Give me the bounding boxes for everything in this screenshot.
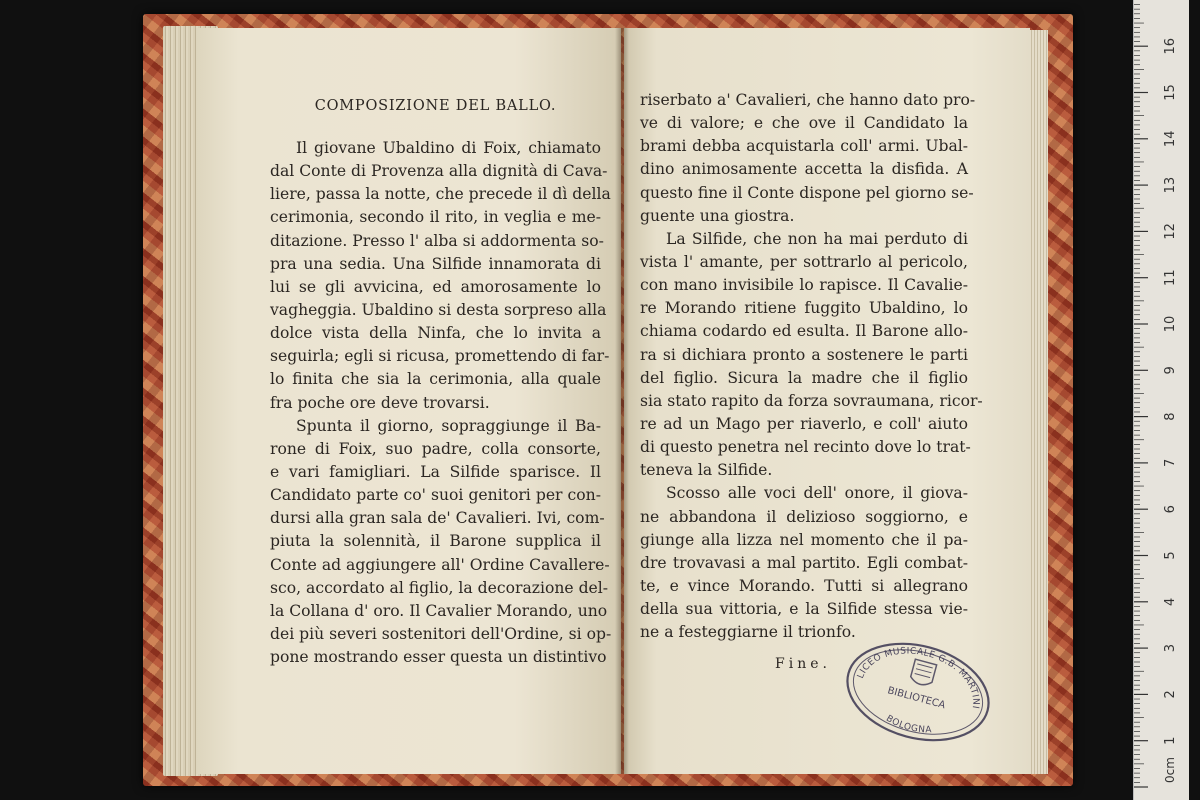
- ruler-number: 3: [1163, 643, 1178, 653]
- svg-text:BOLOGNA: [883, 713, 935, 739]
- text-line: ditazione. Presso l' alba si addormenta so-: [270, 231, 604, 250]
- text-line: giunge alla lizza nel momento che il pa-: [640, 530, 968, 549]
- text-line: chiama codardo ed esulta. Il Barone allo-: [640, 322, 968, 341]
- text-line: dursi alla gran sala de' Cavalieri. Ivi, com-: [270, 509, 605, 528]
- text-line: con mano invisibile lo rapisce. Il Cavalie-: [640, 276, 968, 295]
- text-line: pone mostrando esser questa un distintivo: [270, 648, 607, 667]
- text-line: Conte ad aggiungere all' Ordine Cavallere-: [270, 555, 610, 574]
- left-page-text: [270, 137, 612, 669]
- ruler-number: 1: [1163, 736, 1178, 745]
- ruler-number: 8: [1163, 412, 1178, 421]
- text-line: lui se gli avvicina, ed amorosamente lo: [270, 277, 601, 296]
- ruler-number: 14: [1163, 130, 1178, 148]
- text-line: sia stato rapito da forza sovraumana, ricor-: [640, 391, 983, 410]
- text-line: vista l' amante, per sottrarlo al pericolo,: [640, 252, 968, 271]
- text-line: rone di Foix, suo padre, colla consorte,: [270, 439, 601, 458]
- text-line: La Silfide, che non ha mai perduto di: [666, 229, 968, 248]
- text-line: re ad un Mago per riaverlo, e coll' aiuto: [640, 414, 968, 433]
- text-line: dal Conte di Provenza alla dignità di Cava-: [270, 162, 608, 181]
- text-line: la Collana d' oro. Il Cavalier Morando, uno: [270, 601, 608, 620]
- text-line: dolce vista della Ninfa, che lo invita a: [270, 324, 601, 343]
- stamp-bottom-text: BOLOGNA: [884, 713, 933, 736]
- fine-label: Fine.: [775, 656, 831, 672]
- right-page-text: [640, 89, 983, 644]
- text-line: cerimonia, secondo il rito, in veglia e me-: [270, 208, 601, 227]
- ruler-number: 2: [1163, 690, 1178, 699]
- text-line: fra poche ore deve trovarsi.: [270, 393, 490, 412]
- text-line: del figlio. Sicura la madre che il figlio: [640, 368, 968, 387]
- ruler-number: 15: [1163, 84, 1178, 101]
- text-line: piuta la solennità, il Barone supplica il: [270, 532, 601, 551]
- stamp-middle-text: BIBLIOTECA: [886, 685, 947, 712]
- text-line: della sua vittoria, e la Silfide stessa vie-: [640, 600, 968, 619]
- ruler-number: 12: [1163, 223, 1178, 240]
- text-line: seguirla; egli si ricusa, promettendo di far-: [270, 347, 610, 366]
- measurement-ruler: [1133, 0, 1189, 800]
- text-line: dre trovavasi a mal partito. Egli combat-: [640, 553, 968, 572]
- ruler-number: 5: [1163, 551, 1178, 560]
- ruler-number: 11: [1163, 269, 1178, 286]
- text-line: ve di valore; e che ove il Candidato la: [640, 114, 968, 133]
- text-line: ne a festeggiarne il trionfo.: [640, 623, 856, 642]
- book-gutter: [615, 28, 629, 774]
- text-line: sco, accordato al figlio, la decorazione del-: [270, 578, 609, 597]
- text-line: liere, passa la notte, che precede il dì della: [270, 185, 611, 204]
- text-line: Il giovane Ubaldino di Foix, chiamato: [296, 139, 601, 157]
- ruler-number: 7: [1163, 458, 1178, 468]
- text-line: riserbato a' Cavalieri, che hanno dato pro-: [640, 91, 976, 109]
- coat-of-arms-icon: [909, 659, 936, 687]
- ruler-number: 9: [1163, 366, 1178, 375]
- ruler-number: 4: [1163, 597, 1178, 606]
- text-line: brami debba acquistarla coll' armi. Ubal-: [640, 137, 968, 156]
- text-line: ra si dichiara pronto a sostenere le parti: [640, 345, 968, 364]
- text-line: di questo penetra nel recinto dove lo trat-: [640, 438, 971, 457]
- text-line: teneva la Silfide.: [640, 461, 773, 480]
- ruler-number: 6: [1163, 505, 1178, 514]
- text-line: Spunta il giorno, sopraggiunge il Ba-: [296, 416, 601, 435]
- ruler-number: 10: [1163, 315, 1178, 333]
- text-line: vagheggia. Ubaldino si desta sorpreso alla: [270, 300, 607, 319]
- text-line: Scosso alle voci dell' onore, il giova-: [666, 484, 968, 503]
- text-line: ne abbandona il delizioso soggiorno, e: [640, 507, 968, 526]
- text-line: Candidato parte co' suoi genitori per con-: [270, 486, 601, 505]
- text-line: pra una sedia. Una Silfide innamorata di: [270, 254, 601, 273]
- ruler-number: 16: [1163, 37, 1178, 55]
- page-heading: COMPOSIZIONE DEL BALLO.: [314, 98, 557, 114]
- text-line: e vari famigliari. La Silfide sparisce. Il: [270, 462, 601, 481]
- text-line: questo fine il Conte dispone pel giorno se-: [640, 183, 974, 202]
- text-line: re Morando ritiene fuggito Ubaldino, lo: [640, 299, 968, 318]
- text-line: te, e vince Morando. Tutti si allegrano: [640, 576, 968, 595]
- stamp-top-text: LICEO MUSICALE G.B. MARTINI: [855, 646, 981, 710]
- ruler-number: 13: [1163, 176, 1178, 194]
- text-line: dino animosamente accetta la disfida. A: [640, 160, 968, 179]
- ruler-unit-label: 0cm: [1163, 757, 1177, 783]
- text-line: guente una giostra.: [640, 206, 795, 225]
- text-line: lo finita che sia la cerimonia, alla quale: [270, 370, 601, 389]
- ruler-scale: [1134, 0, 1189, 800]
- text-line: dei più severi sostenitori dell'Ordine, si op-: [270, 624, 612, 643]
